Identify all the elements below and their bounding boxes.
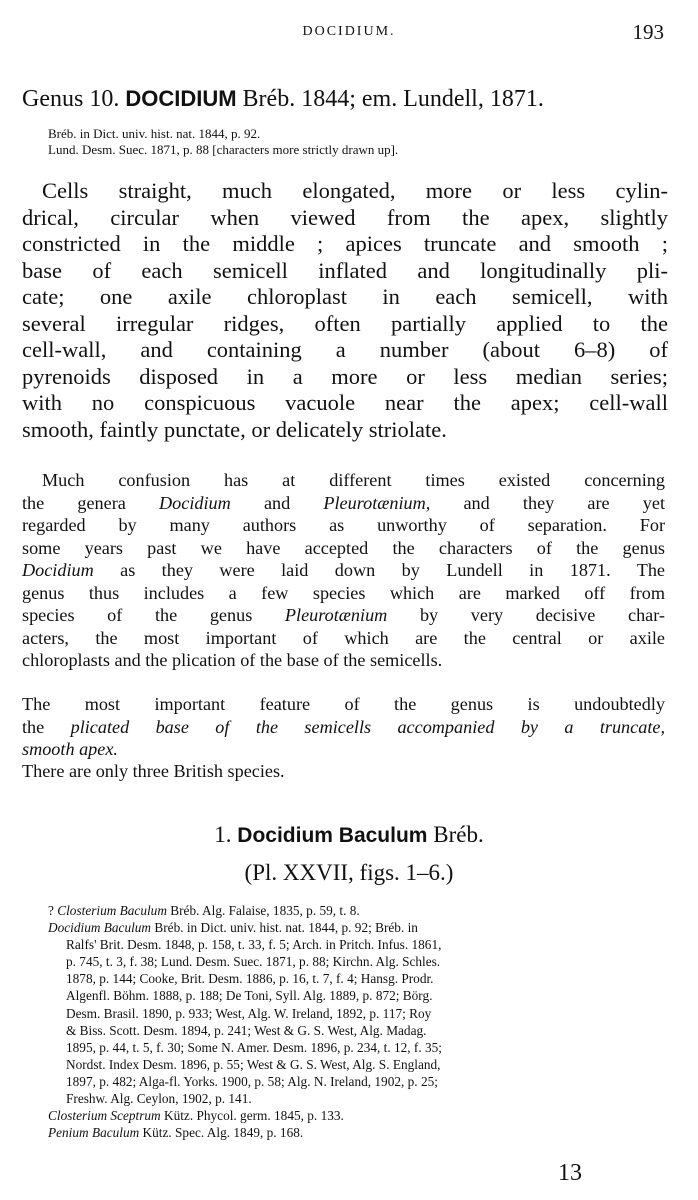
synonym-continuation: p. 745, t. 3, f. 38; Lund. Desm. Suec. 1871, p. 88; Kirchn. Alg. Schles. (66, 954, 441, 970)
text-run: as they were laid down by Lundell in 1871. The (93, 560, 665, 580)
paragraph-line (22, 649, 665, 672)
synonym-continuation: Ralfs' Brit. Desm. 1848, p. 158, t. 33, f. 5; Arch. in Pritch. Infus. 1861, (66, 937, 442, 953)
paragraph-line: There are only three British species. (22, 761, 285, 781)
emphasis-italic: smooth apex. (22, 739, 118, 759)
text-run: regarded by many authors as unworthy of separation. For (22, 515, 665, 535)
paragraph-line (22, 738, 665, 761)
synonym-continuation: Freshw. Alg. Ceylon, 1902, p. 141. (66, 1091, 252, 1107)
diagnosis-line: several irregular ridges, often partially applied to the (22, 310, 668, 336)
plate-reference: (Pl. XXVII, figs. 1–6.) (244, 860, 454, 885)
text-run: chloroplasts and the plication of the base of the semicells. (22, 650, 443, 670)
running-head-title: DOCIDIUM. (302, 24, 396, 39)
genus-name: DOCIDIUM (125, 86, 237, 111)
text-run: the genera (22, 492, 160, 513)
synonym-name: Docidium Baculum (48, 920, 152, 936)
genus-prefix: Genus 10. (22, 86, 120, 112)
reference-line: Bréb. in Dict. univ. hist. nat. 1844, p. 92. (48, 126, 261, 141)
species-name: Docidium Baculum (237, 824, 428, 847)
discussion-paragraph (22, 469, 665, 672)
genus-references (48, 126, 668, 158)
paragraph-line (22, 604, 665, 627)
printer-signature: 13 (558, 1160, 582, 1186)
synonym-continuation: Desm. Brasil. 1890, p. 933; West, Alg. W. Ireland, 1892, p. 117; Roy (66, 1005, 432, 1021)
synonym-continuation: Algenfl. Böhm. 1888, p. 188; De Toni, Syll. Alg. 1889, p. 872; Börg. (66, 988, 433, 1004)
genus-name-italic: Docidium (159, 492, 231, 513)
text-run: genus thus includes a few species which are marked off from (22, 582, 665, 603)
diagnosis-line: cell-wall, and containing a number (about 6–8) of (22, 337, 668, 362)
text-run: Kütz. Spec. Alg. 1849, p. 168. (139, 1125, 304, 1141)
paragraph-line (22, 492, 665, 515)
text-run: acters, the most important of which are the central or axile (22, 627, 665, 648)
diagnosis-line: with no conspicuous vacuole near the apex; cell-wall (22, 390, 668, 415)
genus-authority: Bréb. 1844; em. Lundell, 1871. (242, 86, 544, 112)
synonym-name: Penium Baculum (48, 1125, 140, 1141)
discussion-paragraph (22, 760, 665, 783)
text-run: the (22, 716, 71, 737)
genus-heading (22, 86, 682, 113)
paragraph-line (22, 537, 665, 560)
synonym-continuation: Nordst. Index Desm. 1896, p. 55; West & G. S. West, Alg. S. England, (66, 1056, 441, 1072)
synonym-entry (48, 1124, 666, 1141)
species-number: 1. (214, 822, 232, 847)
discussion-paragraph (22, 693, 665, 761)
synonym-name: Closterium Sceptrum (48, 1108, 161, 1124)
diagnosis-line: drical, circular when viewed from the apex, slightly (22, 204, 668, 230)
reference-line: Lund. Desm. Suec. 1871, p. 88 [characters more strictly drawn up]. (48, 142, 399, 157)
text-run: by very decisive char- (387, 605, 665, 625)
synonym-entry (48, 919, 666, 936)
text-run: and (230, 492, 324, 513)
paragraph-line (22, 627, 665, 650)
emphasis-italic: plicated base of the semicells accompanied by a truncate, (70, 716, 665, 737)
synonym-continuation: & Biss. Scott. Desm. 1894, p. 241; West & G. S. West, Alg. Madag. (66, 1022, 427, 1038)
diagnosis-line: cate; one axile chloroplast in each semicell, with (22, 284, 668, 309)
synonym-continuation: 1895, p. 44, t. 5, f. 30; Some N. Amer. Desm. 1896, p. 234, t. 12, f. 35; (66, 1039, 442, 1055)
text-run: ? (48, 903, 58, 918)
text-run: Bréb. Alg. Falaise, 1835, p. 59, t. 8. (166, 903, 360, 918)
paragraph-line (22, 582, 665, 605)
synonym-name: Closterium Baculum (57, 903, 167, 918)
paragraph-line (22, 716, 665, 739)
text-run: species of the genus (22, 605, 285, 625)
synonymy-list (48, 902, 666, 1141)
genus-name-italic: Pleurotænium, (323, 492, 431, 513)
diagnosis-line: smooth, faintly punctate, or delicately striolate. (22, 416, 447, 442)
genus-name-italic: Pleurotænium (284, 605, 388, 625)
paragraph-line (22, 559, 665, 582)
synonym-continuation: 1878, p. 144; Cooke, Brit. Desm. 1886, p. 16, t. 7, f. 4; Hansg. Prodr. (66, 971, 434, 987)
paragraph-line (22, 514, 665, 537)
text-run: some years past we have accepted the characters of the genus (22, 537, 665, 558)
species-authority: Bréb. (433, 822, 484, 847)
running-head (0, 22, 698, 44)
genus-diagnosis (22, 178, 668, 443)
synonym-continuation: 1897, p. 482; Alga-fl. Yorks. 1900, p. 58; Alg. N. Ireland, 1902, p. 25; (66, 1073, 438, 1089)
text-run: Kütz. Phycol. germ. 1845, p. 133. (160, 1108, 344, 1124)
species-heading (0, 822, 698, 848)
page-number: 193 (632, 20, 664, 44)
synonym-entry (48, 1107, 666, 1124)
diagnosis-line: constricted in the middle ; apices truncate and smooth ; (22, 231, 668, 256)
text-run: Bréb. in Dict. univ. hist. nat. 1844, p. 92; Bréb. in (151, 920, 418, 936)
paragraph-line (22, 693, 665, 716)
paragraph-line (22, 469, 665, 492)
text-run: Much confusion has at different times existed concerning (42, 470, 665, 490)
synonym-entry (48, 902, 666, 919)
genus-name-italic: Docidium (22, 560, 94, 580)
diagnosis-line: pyrenoids disposed in a more or less median series; (22, 363, 668, 389)
text-run: The most important feature of the genus is undoubtedly (22, 694, 665, 714)
text-run: and they are yet (430, 492, 665, 513)
diagnosis-line: base of each semicell inflated and longitudinally pli- (22, 257, 668, 283)
diagnosis-line: Cells straight, much elongated, more or less cylin- (42, 178, 668, 203)
